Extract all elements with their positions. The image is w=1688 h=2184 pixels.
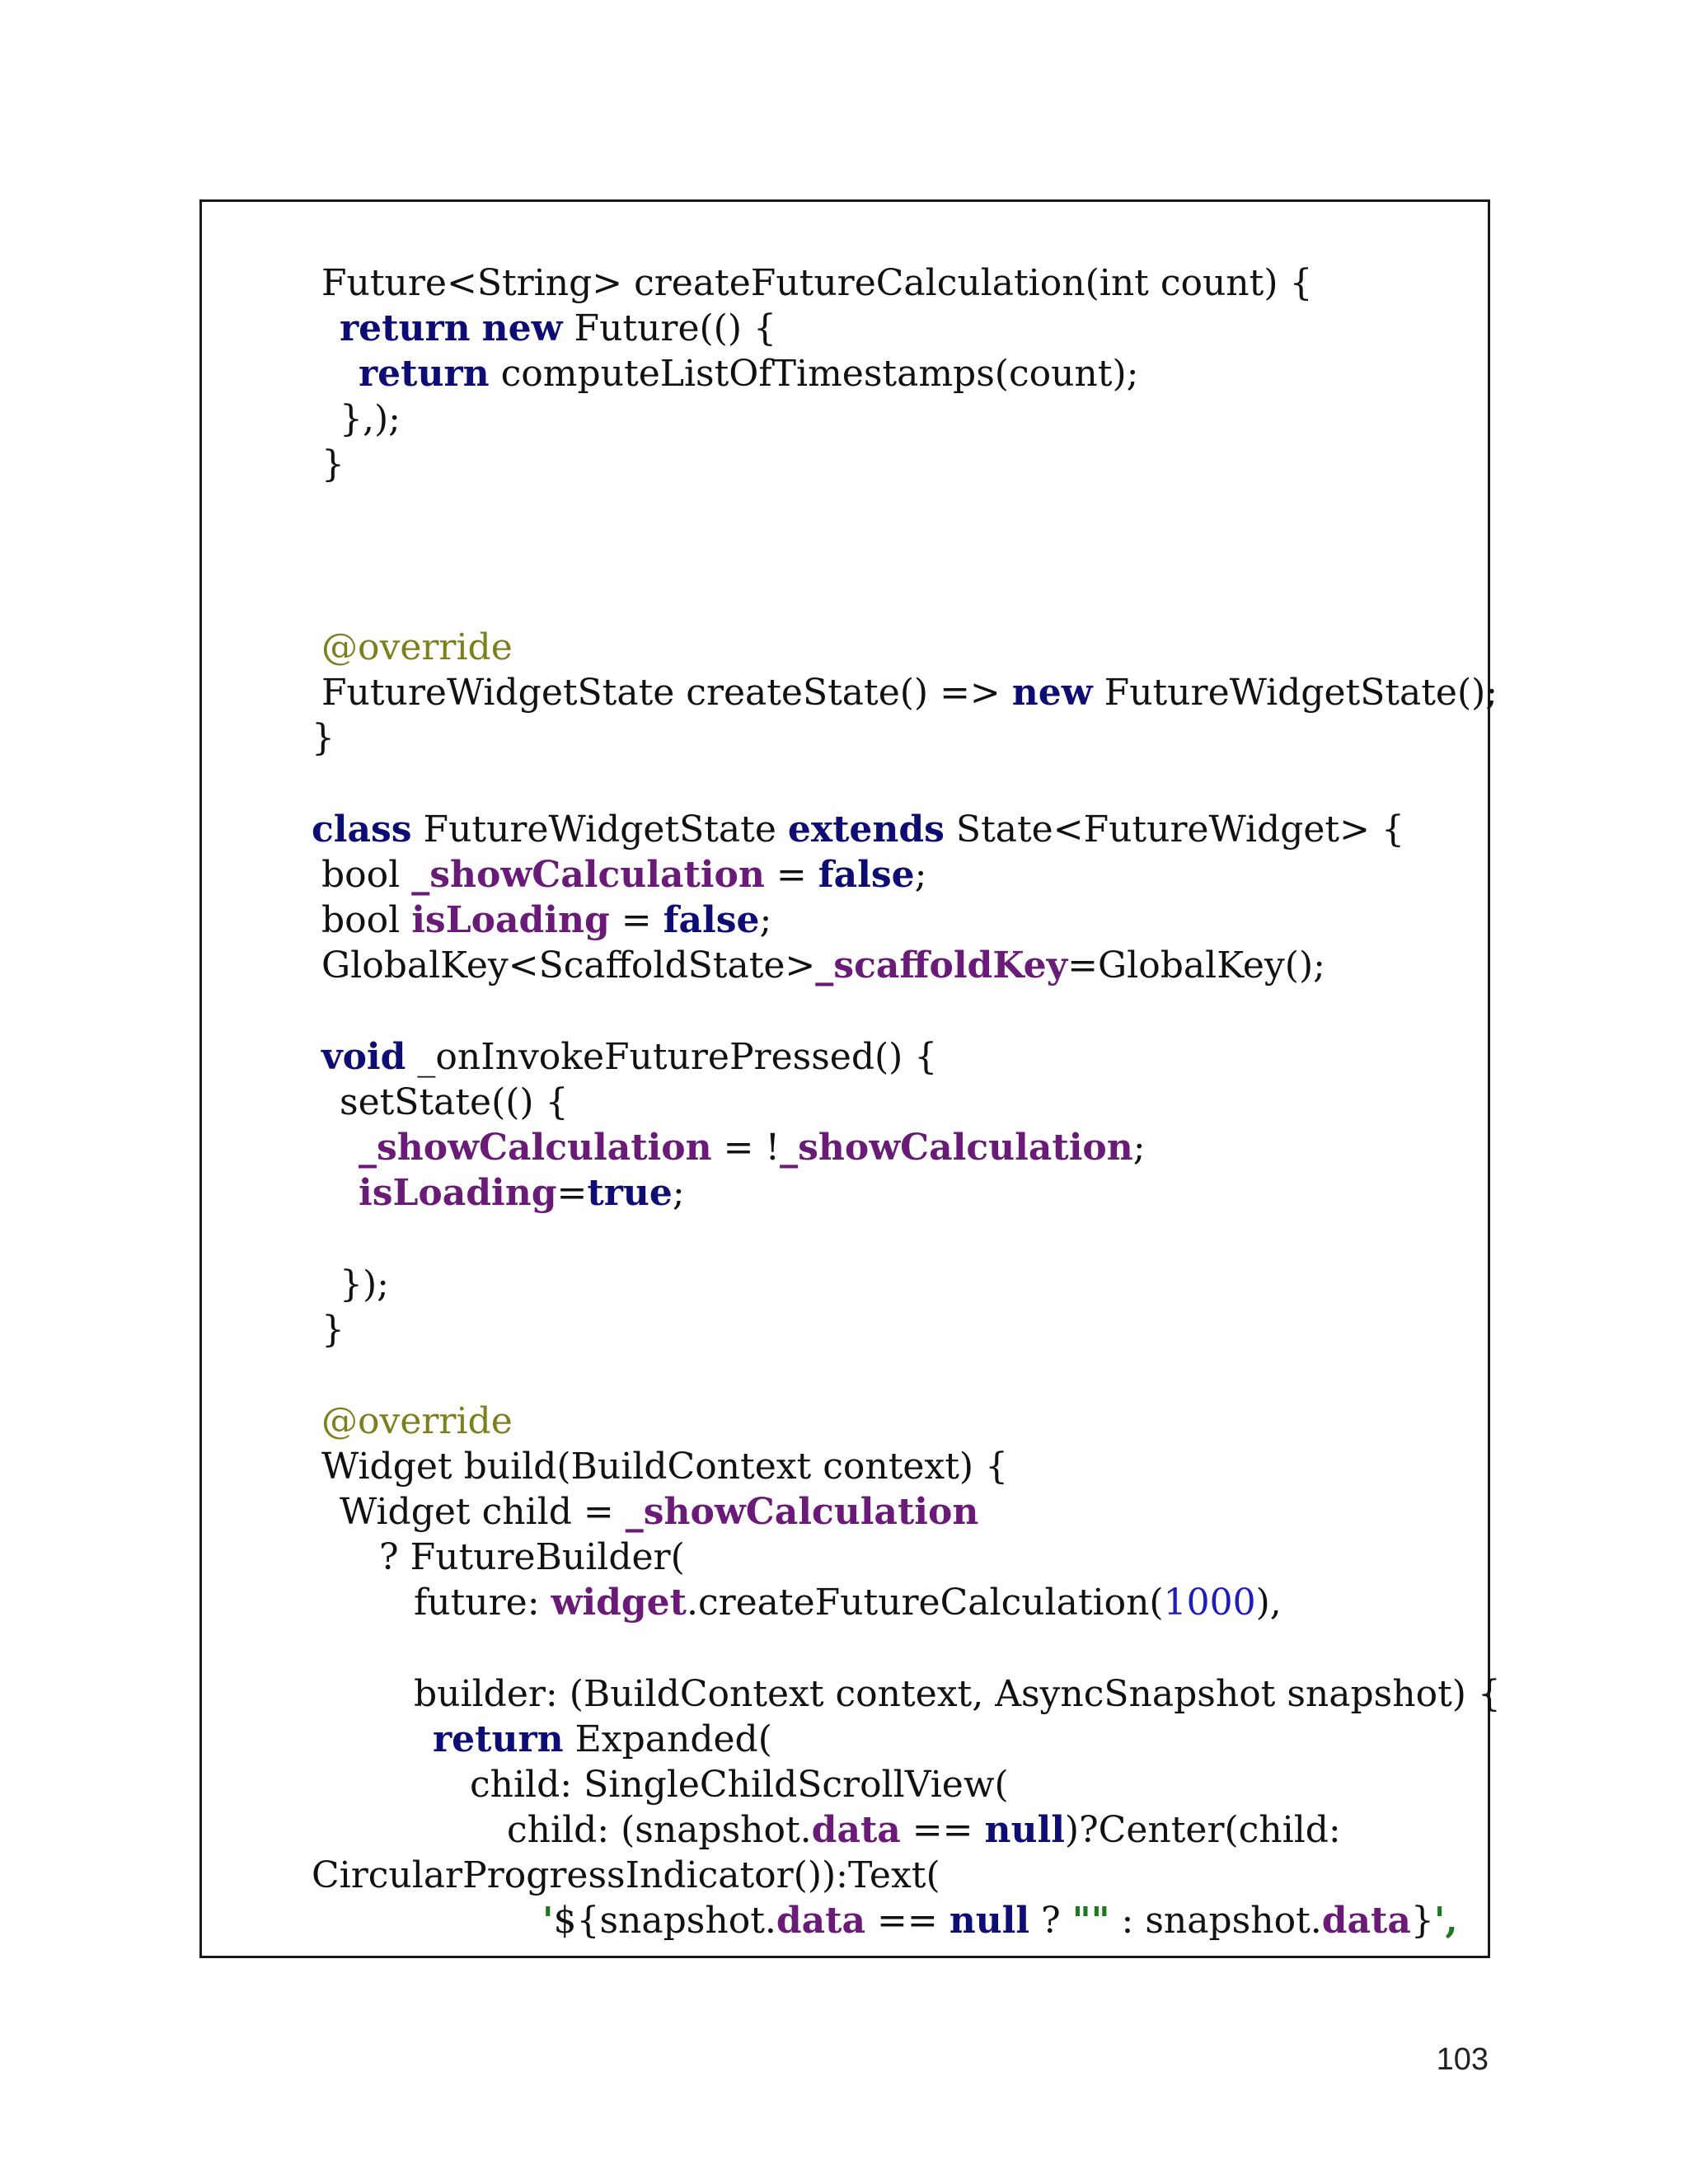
code-line — [414, 1580, 1282, 1626]
code-line — [359, 1125, 1146, 1171]
code-token-kw: false — [663, 899, 760, 941]
code-token-kw: return — [359, 353, 490, 395]
code-token-kw: new — [481, 307, 563, 349]
code-token: Expanded( — [563, 1718, 772, 1760]
code-line — [312, 807, 1404, 853]
code-token: } — [1410, 1900, 1434, 1942]
code-token-fld: data — [811, 1809, 901, 1851]
code-token: _onInvokeFuturePressed() { — [406, 1036, 938, 1078]
code-token: ; — [1132, 1127, 1146, 1169]
code-token: == — [865, 1900, 950, 1942]
code-line — [321, 625, 513, 671]
code-token: },); — [340, 398, 401, 440]
code-token-fld: _showCalculation — [411, 854, 765, 896]
code-token-kw: null — [949, 1900, 1030, 1942]
code-token-fld: _scaffoldKey — [815, 944, 1068, 987]
code-token-kw: class — [312, 808, 412, 851]
code-token: FutureWidgetState createState() => — [321, 672, 1012, 714]
code-token: } — [321, 1309, 345, 1351]
code-token-kw: new — [1011, 672, 1093, 714]
code-token: Future<String> createFutureCalculation(int count) { — [321, 262, 1313, 304]
code-token-kw: return — [340, 307, 471, 349]
code-line — [321, 943, 1325, 989]
code-token-fld: _showCalculation — [359, 1127, 712, 1169]
code-line — [340, 1262, 389, 1308]
code-line — [340, 1080, 569, 1126]
code-token: = ! — [711, 1127, 781, 1169]
code-token: Widget child = — [340, 1491, 626, 1533]
code-token: =GlobalKey(); — [1067, 944, 1325, 987]
code-token-kw: void — [321, 1036, 406, 1078]
code-token: ), — [1255, 1582, 1282, 1624]
code-token: } — [312, 717, 335, 759]
code-line — [321, 898, 771, 944]
code-token-kw: return — [433, 1718, 564, 1760]
code-token: .createFutureCalculation( — [686, 1582, 1164, 1624]
code-line — [340, 396, 401, 443]
code-token: FutureWidgetState — [411, 808, 788, 851]
code-token: computeListOfTimestamps(count); — [489, 353, 1139, 395]
code-token-kw: false — [818, 854, 915, 896]
code-token-fld: _showCalculation — [780, 1127, 1133, 1169]
code-line — [321, 1444, 1008, 1490]
code-token-kw: true — [587, 1172, 673, 1214]
code-line — [507, 1807, 1341, 1854]
code-token: bool — [321, 854, 412, 896]
code-token: ? FutureBuilder( — [379, 1536, 685, 1578]
code-token: Widget build(BuildContext context) { — [321, 1446, 1009, 1488]
code-token: = — [609, 899, 663, 941]
code-line — [340, 306, 776, 352]
code-token: Future(() { — [562, 307, 776, 349]
code-token: builder: (BuildContext context, AsyncSnapshot snapshot) { — [414, 1673, 1501, 1715]
code-line — [433, 1717, 772, 1763]
code-token: ? — [1029, 1900, 1072, 1942]
code-line — [359, 1170, 685, 1216]
code-token-ann: @override — [321, 626, 513, 668]
code-token: setState(() { — [340, 1081, 569, 1123]
code-token-kw: null — [984, 1809, 1065, 1851]
code-line — [321, 1307, 345, 1353]
code-line — [312, 1853, 940, 1899]
code-token: = — [556, 1172, 588, 1214]
code-line — [321, 1034, 937, 1080]
code-line — [340, 1489, 978, 1535]
code-line — [359, 351, 1138, 397]
code-token: : snapshot. — [1109, 1900, 1322, 1942]
code-token: child: (snapshot. — [507, 1809, 812, 1851]
code-token: State<FutureWidget> { — [944, 808, 1404, 851]
code-token: child: SingleChildScrollView( — [470, 1764, 1009, 1806]
code-token-fld: widget — [551, 1582, 687, 1624]
code-token: ; — [914, 854, 927, 896]
code-line — [414, 1671, 1501, 1718]
code-token: = — [764, 854, 818, 896]
code-token: ${snapshot. — [553, 1900, 776, 1942]
code-line — [321, 442, 345, 488]
code-line — [321, 260, 1312, 307]
code-token-fld: _showCalculation — [625, 1491, 979, 1533]
code-token-str: ', — [1433, 1900, 1458, 1942]
code-token-str: ' — [542, 1900, 554, 1942]
code-token: )?Center(child: — [1064, 1809, 1341, 1851]
code-line — [470, 1762, 1009, 1808]
code-line — [312, 715, 335, 762]
code-line — [321, 1399, 513, 1445]
code-token-fld: data — [776, 1900, 865, 1942]
code-token-kw: extends — [787, 808, 945, 851]
code-token-fld: data — [1321, 1900, 1411, 1942]
code-token: bool — [321, 899, 412, 941]
code-token: GlobalKey<ScaffoldState> — [321, 944, 816, 987]
code-token-fld: isLoading — [411, 899, 610, 941]
code-token: future: — [414, 1582, 551, 1624]
code-line — [379, 1535, 685, 1581]
code-token-ann: @override — [321, 1400, 513, 1442]
code-token-num: 1000 — [1163, 1582, 1256, 1624]
code-line — [321, 670, 1498, 716]
code-token-fld: isLoading — [359, 1172, 557, 1214]
code-token: ; — [672, 1172, 685, 1214]
code-token: }); — [340, 1263, 389, 1305]
code-token: == — [900, 1809, 985, 1851]
code-token: } — [321, 443, 345, 485]
code-token: CircularProgressIndicator()):Text( — [312, 1854, 940, 1896]
code-token: FutureWidgetState(); — [1092, 672, 1498, 714]
page-number: 103 — [1436, 2042, 1489, 2077]
code-line — [321, 852, 926, 898]
code-line — [542, 1898, 1458, 1944]
code-token: ; — [759, 899, 772, 941]
code-token-str: "" — [1071, 1900, 1110, 1942]
code-token — [471, 307, 482, 349]
